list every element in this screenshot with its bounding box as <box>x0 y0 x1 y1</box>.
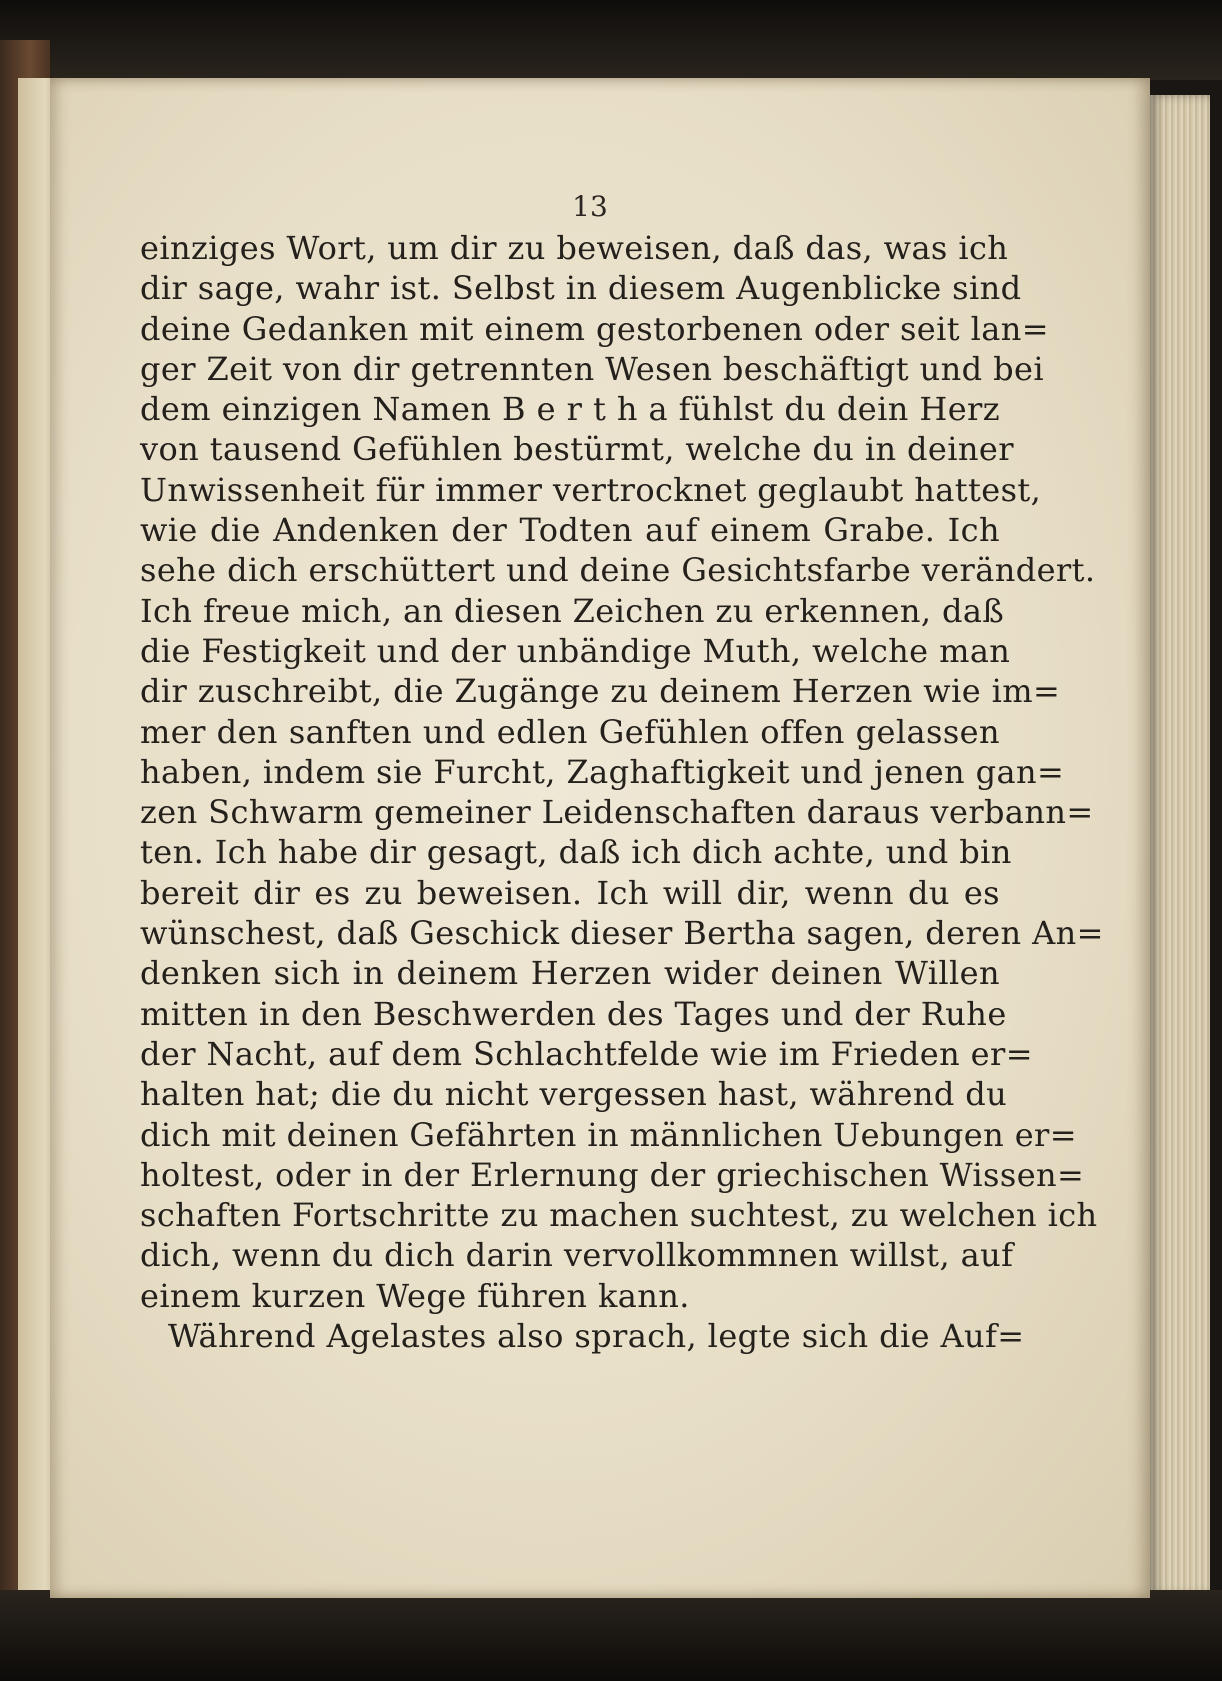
text-line: mitten in den Beschwerden des Tages und der Ruhe <box>140 994 1007 1033</box>
text-line: bereit dir es zu beweisen. Ich will dir, wenn du es <box>140 873 1000 912</box>
text-line: holtest, oder in der Erlernung der griechischen Wissen= <box>140 1155 1085 1194</box>
text-line: von tausend Gefühlen bestürmt, welche du in deiner <box>140 430 1014 469</box>
text-line: dir sage, wahr ist. Selbst in diesem Augenblicke sind <box>140 269 1022 308</box>
text-line: dich, wenn du dich darin vervollkommnen willst, auf <box>140 1236 1014 1275</box>
text-line: Unwissenheit für immer vertrocknet geglaubt hattest, <box>140 470 1042 509</box>
text-line: mer den sanften und edlen Gefühlen offen gelassen <box>140 712 1000 751</box>
text-line: denken sich in deinem Herzen wider deinen Willen <box>140 954 1000 993</box>
background-top <box>0 0 1222 80</box>
text-line: die Festigkeit und der unbändige Muth, welche man <box>140 631 1011 670</box>
text-line: einziges Wort, um dir zu beweisen, daß das, was ich <box>140 229 1009 267</box>
text-line: ger Zeit von dir getrennten Wesen beschäftigt und bei <box>140 349 1044 388</box>
text-line: halten hat; die du nicht vergessen hast, während du <box>140 1075 1008 1114</box>
text-line: dir zuschreibt, die Zugänge zu deinem Herzen wie im= <box>140 672 1061 711</box>
text-line: ten. Ich habe dir gesagt, daß ich dich achte, und bin <box>140 833 1012 872</box>
text-line: einem kurzen Wege führen kann. <box>140 1276 690 1315</box>
page-number: 13 <box>572 190 608 223</box>
text-line: sehe dich erschüttert und deine Gesichtsfarbe verändert. <box>140 551 1096 590</box>
background-bottom <box>0 1590 1222 1681</box>
text-line: schaften Fortschritte zu machen suchtest, zu welchen ich <box>140 1196 1098 1235</box>
text-line: Ich freue mich, an diesen Zeichen zu erkennen, daß <box>140 591 1005 630</box>
text-line: haben, indem sie Furcht, Zaghaftigkeit und jenen gan= <box>140 752 1065 791</box>
page-stack-edges <box>1150 95 1210 1595</box>
body-text <box>140 228 1104 1356</box>
text-line: Während Agelastes also sprach, legte sich die Auf= <box>168 1317 1025 1356</box>
text-line: zen Schwarm gemeiner Leidenschaften daraus verbann= <box>140 793 1094 832</box>
text-line: deine Gedanken mit einem gestorbenen oder seit lan= <box>140 309 1049 348</box>
text-line: wünschest, daß Geschick dieser Bertha sagen, deren An= <box>140 914 1104 953</box>
text-line: dich mit deinen Gefährten in männlichen Uebungen er= <box>140 1115 1077 1154</box>
text-line: der Nacht, auf dem Schlachtfelde wie im Frieden er= <box>140 1034 1033 1073</box>
text-line: wie die Andenken der Todten auf einem Grabe. Ich <box>140 511 1000 550</box>
text-line: dem einzigen Namen B e r t h a fühlst du dein Herz <box>140 390 1000 429</box>
